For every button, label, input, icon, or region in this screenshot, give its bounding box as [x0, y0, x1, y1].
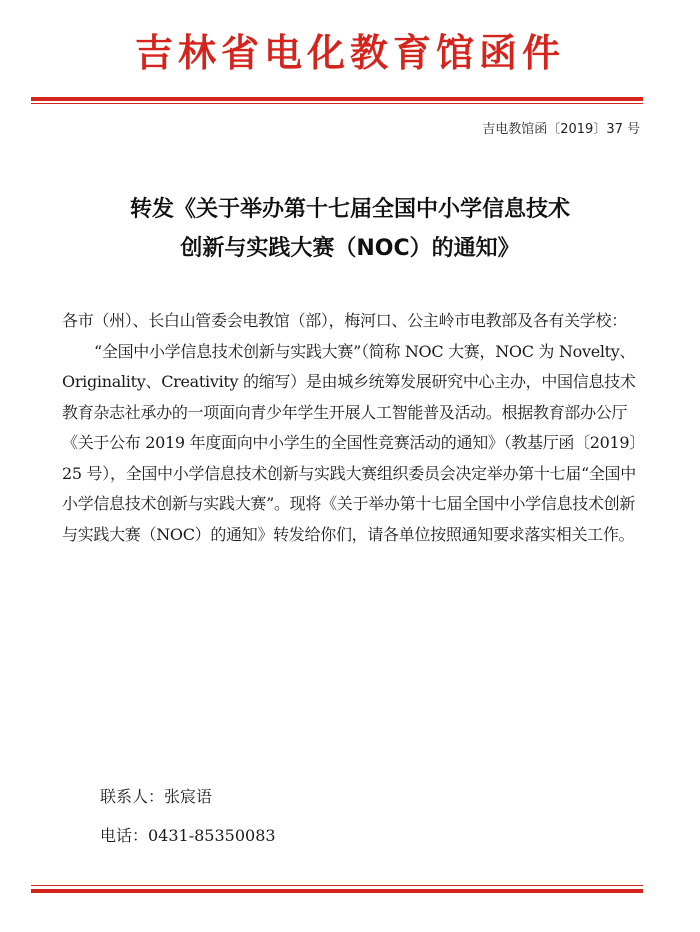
contact-person: 联系人：张宸语: [100, 787, 213, 806]
document-title-line-2: 创新与实践大赛（NOC）的通知》: [180, 236, 520, 261]
document-number: 吉电教馆函〔2019〕37 号: [482, 122, 640, 137]
main-paragraph: “全国中小学信息技术创新与实践大赛”（简称 NOC 大赛，NOC 为 Novelty、Originality、Creativity 的缩写）是由城乡统筹发展研究中心主办，中国信息技术教育杂志社承办的一项面向青少年学生开展人工智能普及活动。根据教育部办公厅《关于公布 2019 年度面向中小学生的全国性竞赛活动的通知》（教基厅函〔2019〕25 号），全国中小学信息技术创新与实践大赛组织委员会决定举办第十七届“全国中小学信息技术创新与实践大赛”。现将《关于举办第十七届全国中小学信息技术创新与实践大赛（NOC）的通知》转发给你们，请各单位按照通知要求落实相关工作。: [62, 341, 638, 544]
letterhead-rule-thick: [31, 97, 643, 101]
letterhead-rule-thin: [31, 103, 643, 104]
contact-phone: 电话：0431-85350083: [100, 826, 276, 845]
footer-rule-thick: [31, 889, 643, 893]
document-body: [62, 306, 640, 550]
document-title-line-1: 转发《关于举办第十七届全国中小学信息技术: [129, 197, 570, 222]
footer-rule-thin: [31, 885, 643, 886]
letterhead-title: 吉林省电化教育馆函件: [134, 30, 565, 75]
addressee-paragraph: 各市（州）、长白山管委会电教馆（部），梅河口、公主岭市电教部及各有关学校：: [62, 311, 627, 330]
document-title: [0, 190, 700, 268]
